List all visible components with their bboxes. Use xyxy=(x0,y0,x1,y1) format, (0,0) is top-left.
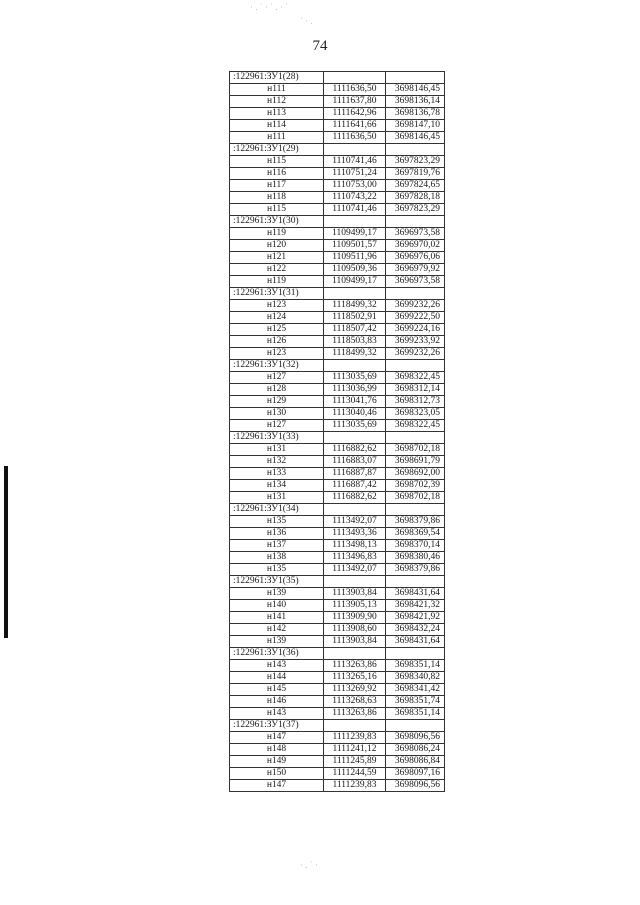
table-row xyxy=(230,180,445,192)
coord-x: 1111641,66 xyxy=(324,120,386,132)
coord-y: 3696970,02 xyxy=(386,240,445,252)
point-name: н147 xyxy=(230,732,324,744)
coord-x: 1113903,84 xyxy=(324,588,386,600)
coord-y: 3699233,92 xyxy=(386,336,445,348)
table-row xyxy=(230,120,445,132)
empty-cell xyxy=(324,720,386,732)
coord-y: 3698421,32 xyxy=(386,600,445,612)
empty-cell xyxy=(324,432,386,444)
table-row xyxy=(230,396,445,408)
empty-cell xyxy=(324,576,386,588)
table-row xyxy=(230,744,445,756)
coord-x: 1113498,13 xyxy=(324,540,386,552)
table-row xyxy=(230,336,445,348)
point-name: н123 xyxy=(230,300,324,312)
point-name: н147 xyxy=(230,780,324,792)
point-name: н133 xyxy=(230,468,324,480)
empty-cell xyxy=(324,288,386,300)
coord-x: 1110753,00 xyxy=(324,180,386,192)
coord-x: 1118499,32 xyxy=(324,348,386,360)
point-name: н138 xyxy=(230,552,324,564)
point-name: н135 xyxy=(230,516,324,528)
point-name: н115 xyxy=(230,204,324,216)
coord-y: 3696976,06 xyxy=(386,252,445,264)
point-name: н122 xyxy=(230,264,324,276)
coord-x: 1118503,83 xyxy=(324,336,386,348)
table-row xyxy=(230,420,445,432)
table-row xyxy=(230,300,445,312)
coordinates-table xyxy=(229,71,445,792)
coord-y: 3698691,79 xyxy=(386,456,445,468)
parcel-label: :122961:ЗУ1(36) xyxy=(230,648,324,660)
point-name: н141 xyxy=(230,612,324,624)
group-header-row xyxy=(230,720,445,732)
coordinates-table-body xyxy=(230,72,445,792)
coord-x: 1111245,89 xyxy=(324,756,386,768)
table-row xyxy=(230,156,445,168)
parcel-label: :122961:ЗУ1(35) xyxy=(230,576,324,588)
table-row xyxy=(230,324,445,336)
coord-x: 1116883,07 xyxy=(324,456,386,468)
point-name: н137 xyxy=(230,540,324,552)
point-name: н139 xyxy=(230,636,324,648)
empty-cell xyxy=(386,720,445,732)
table-row xyxy=(230,732,445,744)
coord-x: 1116887,87 xyxy=(324,468,386,480)
point-name: н126 xyxy=(230,336,324,348)
point-name: н125 xyxy=(230,324,324,336)
table-row xyxy=(230,756,445,768)
coord-y: 3698312,14 xyxy=(386,384,445,396)
table-row xyxy=(230,372,445,384)
scan-noise-top: · . ˙ · ˙ . · ˙ xyxy=(250,2,289,12)
point-name: н129 xyxy=(230,396,324,408)
table-row xyxy=(230,252,445,264)
coord-x: 1113040,46 xyxy=(324,408,386,420)
coord-x: 1109511,96 xyxy=(324,252,386,264)
parcel-label: :122961:ЗУ1(29) xyxy=(230,144,324,156)
coord-x: 1111637,80 xyxy=(324,96,386,108)
point-name: н120 xyxy=(230,240,324,252)
coord-y: 3698351,74 xyxy=(386,696,445,708)
coord-x: 1111239,83 xyxy=(324,732,386,744)
coord-y: 3698432,24 xyxy=(386,624,445,636)
coord-y: 3698147,10 xyxy=(386,120,445,132)
coord-y: 3698086,84 xyxy=(386,756,445,768)
table-row xyxy=(230,636,445,648)
group-header-row xyxy=(230,648,445,660)
coord-y: 3698351,14 xyxy=(386,660,445,672)
coord-y: 3698702,18 xyxy=(386,492,445,504)
empty-cell xyxy=(386,72,445,84)
table-row xyxy=(230,276,445,288)
point-name: н111 xyxy=(230,84,324,96)
table-row xyxy=(230,348,445,360)
parcel-label: :122961:ЗУ1(33) xyxy=(230,432,324,444)
table-row xyxy=(230,96,445,108)
coord-y: 3698340,82 xyxy=(386,672,445,684)
coord-x: 1110743,22 xyxy=(324,192,386,204)
coord-x: 1110751,24 xyxy=(324,168,386,180)
coord-x: 1113908,60 xyxy=(324,624,386,636)
scan-margin-mark xyxy=(4,466,8,638)
coord-y: 3698312,73 xyxy=(386,396,445,408)
coord-x: 1111244,59 xyxy=(324,768,386,780)
point-name: н115 xyxy=(230,156,324,168)
point-name: н112 xyxy=(230,96,324,108)
empty-cell xyxy=(324,216,386,228)
point-name: н136 xyxy=(230,528,324,540)
table-row xyxy=(230,444,445,456)
point-name: н145 xyxy=(230,684,324,696)
coord-x: 1109499,17 xyxy=(324,276,386,288)
point-name: н127 xyxy=(230,372,324,384)
table-row xyxy=(230,132,445,144)
coord-x: 1113265,16 xyxy=(324,672,386,684)
table-row xyxy=(230,384,445,396)
coord-x: 1110741,46 xyxy=(324,204,386,216)
point-name: н117 xyxy=(230,180,324,192)
coord-y: 3699232,26 xyxy=(386,348,445,360)
point-name: н121 xyxy=(230,252,324,264)
table-row xyxy=(230,168,445,180)
table-row xyxy=(230,696,445,708)
coord-x: 1109509,36 xyxy=(324,264,386,276)
coord-y: 3698692,00 xyxy=(386,468,445,480)
point-name: н131 xyxy=(230,444,324,456)
table-row xyxy=(230,468,445,480)
point-name: н131 xyxy=(230,492,324,504)
scan-noise-top-2: ˙ · . xyxy=(300,16,313,26)
coord-y: 3698086,24 xyxy=(386,744,445,756)
coord-y: 3697823,29 xyxy=(386,156,445,168)
coord-x: 1113269,92 xyxy=(324,684,386,696)
group-header-row xyxy=(230,360,445,372)
table-row xyxy=(230,492,445,504)
coord-x: 1109501,57 xyxy=(324,240,386,252)
empty-cell xyxy=(324,144,386,156)
table-row xyxy=(230,660,445,672)
coord-y: 3698370,14 xyxy=(386,540,445,552)
table-row xyxy=(230,540,445,552)
coord-x: 1113496,83 xyxy=(324,552,386,564)
empty-cell xyxy=(386,576,445,588)
parcel-label: :122961:ЗУ1(28) xyxy=(230,72,324,84)
table-row xyxy=(230,456,445,468)
coord-y: 3698369,54 xyxy=(386,528,445,540)
table-row xyxy=(230,516,445,528)
point-name: н130 xyxy=(230,408,324,420)
coord-x: 1116882,62 xyxy=(324,492,386,504)
parcel-label: :122961:ЗУ1(30) xyxy=(230,216,324,228)
coord-x: 1113041,76 xyxy=(324,396,386,408)
empty-cell xyxy=(386,432,445,444)
point-name: н111 xyxy=(230,132,324,144)
group-header-row xyxy=(230,216,445,228)
table-row xyxy=(230,480,445,492)
parcel-label: :122961:ЗУ1(37) xyxy=(230,720,324,732)
coord-y: 3698379,86 xyxy=(386,516,445,528)
group-header-row xyxy=(230,72,445,84)
table-row xyxy=(230,240,445,252)
table-row xyxy=(230,312,445,324)
coord-y: 3699224,16 xyxy=(386,324,445,336)
empty-cell xyxy=(386,216,445,228)
coord-x: 1113909,90 xyxy=(324,612,386,624)
table-row xyxy=(230,204,445,216)
coord-y: 3698702,39 xyxy=(386,480,445,492)
coord-x: 1113035,69 xyxy=(324,372,386,384)
coord-y: 3698431,64 xyxy=(386,636,445,648)
group-header-row xyxy=(230,576,445,588)
coord-y: 3697828,18 xyxy=(386,192,445,204)
coord-x: 1116887,42 xyxy=(324,480,386,492)
coord-x: 1113036,99 xyxy=(324,384,386,396)
point-name: н113 xyxy=(230,108,324,120)
coord-x: 1113263,86 xyxy=(324,660,386,672)
point-name: н118 xyxy=(230,192,324,204)
coord-x: 1113268,63 xyxy=(324,696,386,708)
empty-cell xyxy=(386,504,445,516)
point-name: н128 xyxy=(230,384,324,396)
group-header-row xyxy=(230,504,445,516)
coord-x: 1116882,62 xyxy=(324,444,386,456)
parcel-label: :122961:ЗУ1(31) xyxy=(230,288,324,300)
point-name: н116 xyxy=(230,168,324,180)
table-row xyxy=(230,528,445,540)
point-name: н139 xyxy=(230,588,324,600)
coord-x: 1113493,36 xyxy=(324,528,386,540)
coord-x: 1111636,50 xyxy=(324,84,386,96)
coord-y: 3698341,42 xyxy=(386,684,445,696)
point-name: н144 xyxy=(230,672,324,684)
point-name: н143 xyxy=(230,708,324,720)
coord-x: 1118502,91 xyxy=(324,312,386,324)
coord-y: 3698379,86 xyxy=(386,564,445,576)
point-name: н124 xyxy=(230,312,324,324)
coord-x: 1111636,50 xyxy=(324,132,386,144)
table-row xyxy=(230,780,445,792)
coord-x: 1113905,13 xyxy=(324,600,386,612)
coord-y: 3698323,05 xyxy=(386,408,445,420)
coord-x: 1118499,32 xyxy=(324,300,386,312)
point-name: н142 xyxy=(230,624,324,636)
table-row xyxy=(230,768,445,780)
point-name: н150 xyxy=(230,768,324,780)
table-row xyxy=(230,588,445,600)
coord-y: 3698146,45 xyxy=(386,132,445,144)
point-name: н135 xyxy=(230,564,324,576)
point-name: н134 xyxy=(230,480,324,492)
coord-y: 3699232,26 xyxy=(386,300,445,312)
table-row xyxy=(230,684,445,696)
point-name: н119 xyxy=(230,276,324,288)
coord-x: 1111239,83 xyxy=(324,780,386,792)
coord-y: 3698096,56 xyxy=(386,780,445,792)
coord-x: 1118507,42 xyxy=(324,324,386,336)
point-name: н149 xyxy=(230,756,324,768)
empty-cell xyxy=(386,144,445,156)
point-name: н143 xyxy=(230,660,324,672)
coord-y: 3698322,45 xyxy=(386,420,445,432)
point-name: н132 xyxy=(230,456,324,468)
coord-y: 3698146,45 xyxy=(386,84,445,96)
empty-cell xyxy=(386,648,445,660)
empty-cell xyxy=(386,360,445,372)
coord-y: 3697823,29 xyxy=(386,204,445,216)
point-name: н114 xyxy=(230,120,324,132)
coord-y: 3698421,92 xyxy=(386,612,445,624)
empty-cell xyxy=(324,648,386,660)
point-name: н148 xyxy=(230,744,324,756)
table-row xyxy=(230,408,445,420)
coord-x: 1111241,12 xyxy=(324,744,386,756)
group-header-row xyxy=(230,432,445,444)
coord-y: 3697824,65 xyxy=(386,180,445,192)
coord-x: 1110741,46 xyxy=(324,156,386,168)
empty-cell xyxy=(324,72,386,84)
coord-x: 1113903,84 xyxy=(324,636,386,648)
coord-y: 3696973,58 xyxy=(386,276,445,288)
table-row xyxy=(230,600,445,612)
coord-y: 3698351,14 xyxy=(386,708,445,720)
coord-y: 3698097,16 xyxy=(386,768,445,780)
empty-cell xyxy=(386,288,445,300)
group-header-row xyxy=(230,144,445,156)
table-row xyxy=(230,612,445,624)
point-name: н140 xyxy=(230,600,324,612)
table-row xyxy=(230,228,445,240)
table-row xyxy=(230,84,445,96)
table-row xyxy=(230,672,445,684)
coord-y: 3698431,64 xyxy=(386,588,445,600)
coord-y: 3698136,14 xyxy=(386,96,445,108)
parcel-label: :122961:ЗУ1(32) xyxy=(230,360,324,372)
point-name: н123 xyxy=(230,348,324,360)
page-number: 74 xyxy=(312,38,328,54)
parcel-label: :122961:ЗУ1(34) xyxy=(230,504,324,516)
coord-y: 3697819,76 xyxy=(386,168,445,180)
coord-x: 1109499,17 xyxy=(324,228,386,240)
table-row xyxy=(230,192,445,204)
coord-y: 3699222,50 xyxy=(386,312,445,324)
table-row xyxy=(230,108,445,120)
coord-x: 1113492,07 xyxy=(324,564,386,576)
coord-y: 3698322,45 xyxy=(386,372,445,384)
empty-cell xyxy=(324,360,386,372)
coord-y: 3698136,78 xyxy=(386,108,445,120)
coord-y: 3698096,56 xyxy=(386,732,445,744)
coord-y: 3696979,92 xyxy=(386,264,445,276)
table-row xyxy=(230,708,445,720)
coord-y: 3698380,46 xyxy=(386,552,445,564)
point-name: н119 xyxy=(230,228,324,240)
point-name: н146 xyxy=(230,696,324,708)
coord-y: 3698702,18 xyxy=(386,444,445,456)
coord-y: 3696973,58 xyxy=(386,228,445,240)
point-name: н127 xyxy=(230,420,324,432)
scan-noise-bottom: · . ˙ · xyxy=(300,860,318,870)
table-row xyxy=(230,264,445,276)
coord-x: 1113263,86 xyxy=(324,708,386,720)
coord-x: 1113492,07 xyxy=(324,516,386,528)
group-header-row xyxy=(230,288,445,300)
table-row xyxy=(230,624,445,636)
empty-cell xyxy=(324,504,386,516)
table-row xyxy=(230,564,445,576)
coord-x: 1111642,96 xyxy=(324,108,386,120)
coord-x: 1113035,69 xyxy=(324,420,386,432)
table-row xyxy=(230,552,445,564)
